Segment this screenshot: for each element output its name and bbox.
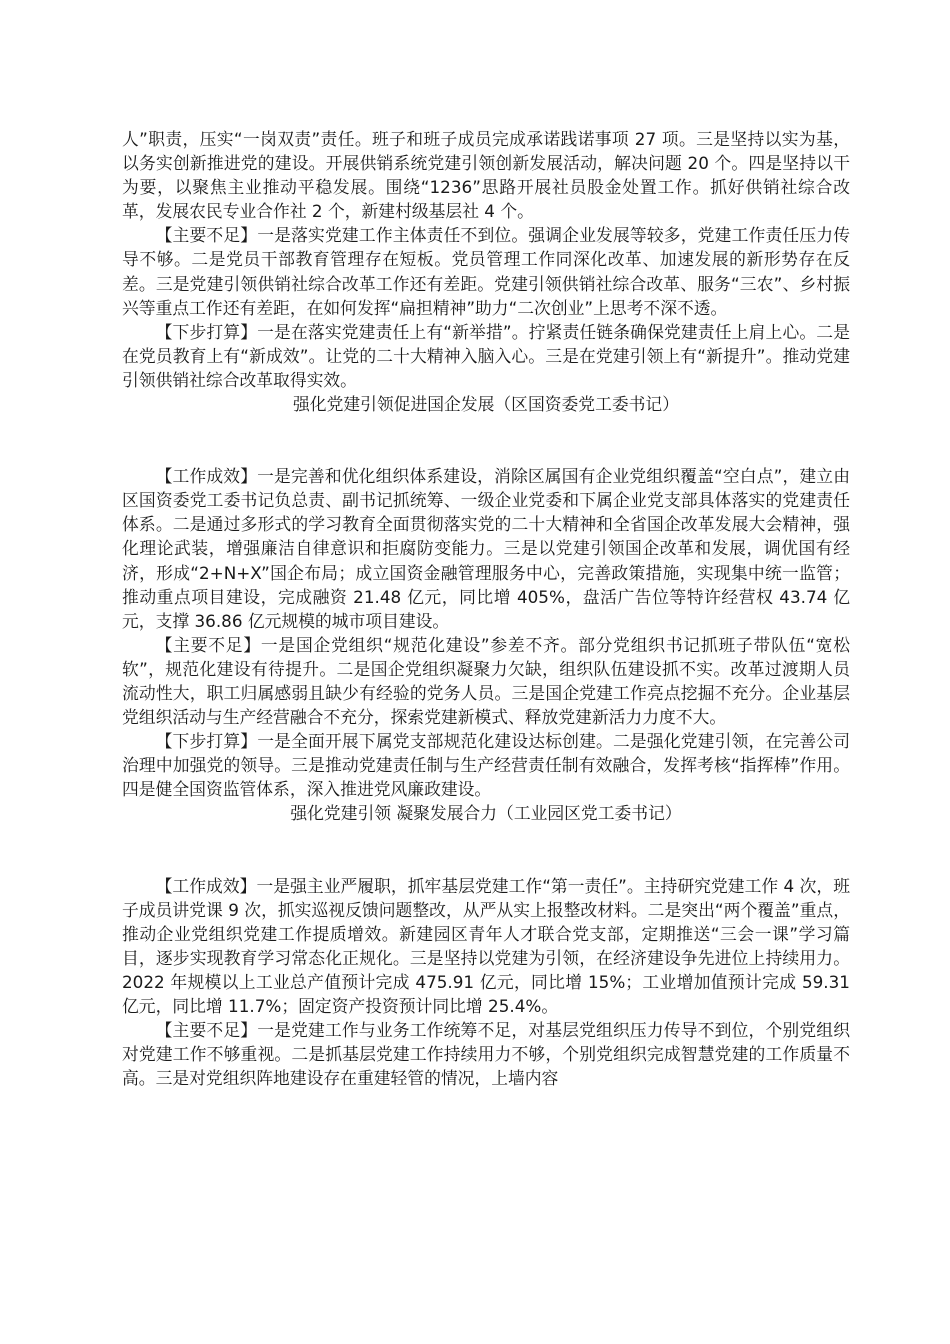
section2-title: 强化党建引领促进国企发展（区国资委党工委书记） [293,394,679,415]
section3-achievements-paragraph: 【工作成效】一是强主业严履职，抓牢基层党建工作“第一责任”。主持研究党建工作 4 次，班子成员讲党课 9 次，抓实巡视反馈问题整改，从严从实上报整改材料。二是突出“两个覆盖”重点，推动企业党组织党建工作提质增效。新建园区青年人才联合党支部，定期推送“三会一课”学习篇目，逐步实现教育学习常态化正规化。三是坚持以党建为引领，在经济建设争先进位上持续用力。2022 年规模以上工业总产值预计完成 475.91 亿元，同比增 15%；工业增加值预计完成 59.31 亿元，同比增 11.7%；固定资产投资预计同比增 25.4%。 [122,875,850,1016]
section3-shortcomings-paragraph: 【主要不足】一是党建工作与业务工作统筹不足，对基层党组织压力传导不到位，个别党组织对党建工作不够重视。二是抓基层党建工作持续用力不够，个别党组织完成智慧党建的工作质量不高。三是对党组织阵地建设存在重建轻管的情况，上墙内容 [122,1020,850,1089]
section3-title: 强化党建引领 凝聚发展合力（工业园区党工委书记） [290,803,682,824]
section-spacer [122,826,850,874]
section-spacer [122,416,850,464]
section2-shortcomings-paragraph: 【主要不足】一是国企党组织“规范化建设”参差不齐。部分党组织书记抓班子带队伍“宽松软”，规范化建设有待提升。二是国企党组织凝聚力欠缺，组织队伍建设抓不实。改革过渡期人员流动性大，职工归属感弱且缺少有经验的党务人员。三是国企党建工作亮点挖掘不充分。企业基层党组织活动与生产经营融合不充分，探索党建新模式、释放党建新活力力度不大。 [122,634,850,728]
section2-next-steps-paragraph: 【下步打算】一是全面开展下属党支部规范化建设达标创建。二是强化党建引领，在完善公司治理中加强党的领导。三是推动党建责任制与生产经营责任制有效融合，发挥考核“指挥棒”作用。四是健全国资监管体系，深入推进党风廉政建设。 [122,731,850,800]
section1-shortcomings-paragraph: 【主要不足】一是落实党建工作主体责任不到位。强调企业发展等较多，党建工作责任压力传导不够。二是党员干部教育管理存在短板。党员管理工作同深化改革、加速发展的新形势存在反差。三是党建引领供销社综合改革工作还有差距。党建引领供销社综合改革、服务“三农”、乡村振兴等重点工作还有差距，在如何发挥“扁担精神”助力“二次创业”上思考不深不透。 [122,225,850,318]
section2-achievements-paragraph: 【工作成效】一是完善和优化组织体系建设，消除区属国有企业党组织覆盖“空白点”，建立由区国资委党工委书记负总责、副书记抓统筹、一级企业党委和下属企业党支部具体落实的党建责任体系。二是通过多形式的学习教育全面贯彻落实党的二十大精神和全省国企改革发展大会精神，强化理论武装，增强廉洁自律意识和拒腐防变能力。三是以党建引领国企改革和发展，调优国有经济，形成“2+N+X”国企布局；成立国资金融管理服务中心，完善政策措施，实现集中统一监管；推动重点项目建设，完成融资 21.48 亿元，同比增 405%，盘活广告位等特许经营权 43.74 亿元，支撑 36.86 亿元规模的城市项目建设。 [122,466,850,631]
document-page [122,127,850,1090]
section1-continued-paragraph: 人”职责，压实“一岗双责”责任。班子和班子成员完成承诺践诺事项 27 项。三是坚持以实为基，以务实创新推进党的建设。开展供销系统党建引领创新发展活动，解决问题 20 个。四是坚持以干为要，以聚焦主业推动平稳发展。围绕“1236”思路开展社员股金处置工作。抓好供销社综合改革，发展农民专业合作社 2 个，新建村级基层社 4 个。 [122,129,850,222]
section1-next-steps-paragraph: 【下步打算】一是在落实党建责任上有“新举措”。拧紧责任链条确保党建责任上肩上心。二是在党员教育上有“新成效”。让党的二十大精神入脑入心。三是在党建引领上有“新提升”。推动党建引领供销社综合改革取得实效。 [122,321,850,390]
